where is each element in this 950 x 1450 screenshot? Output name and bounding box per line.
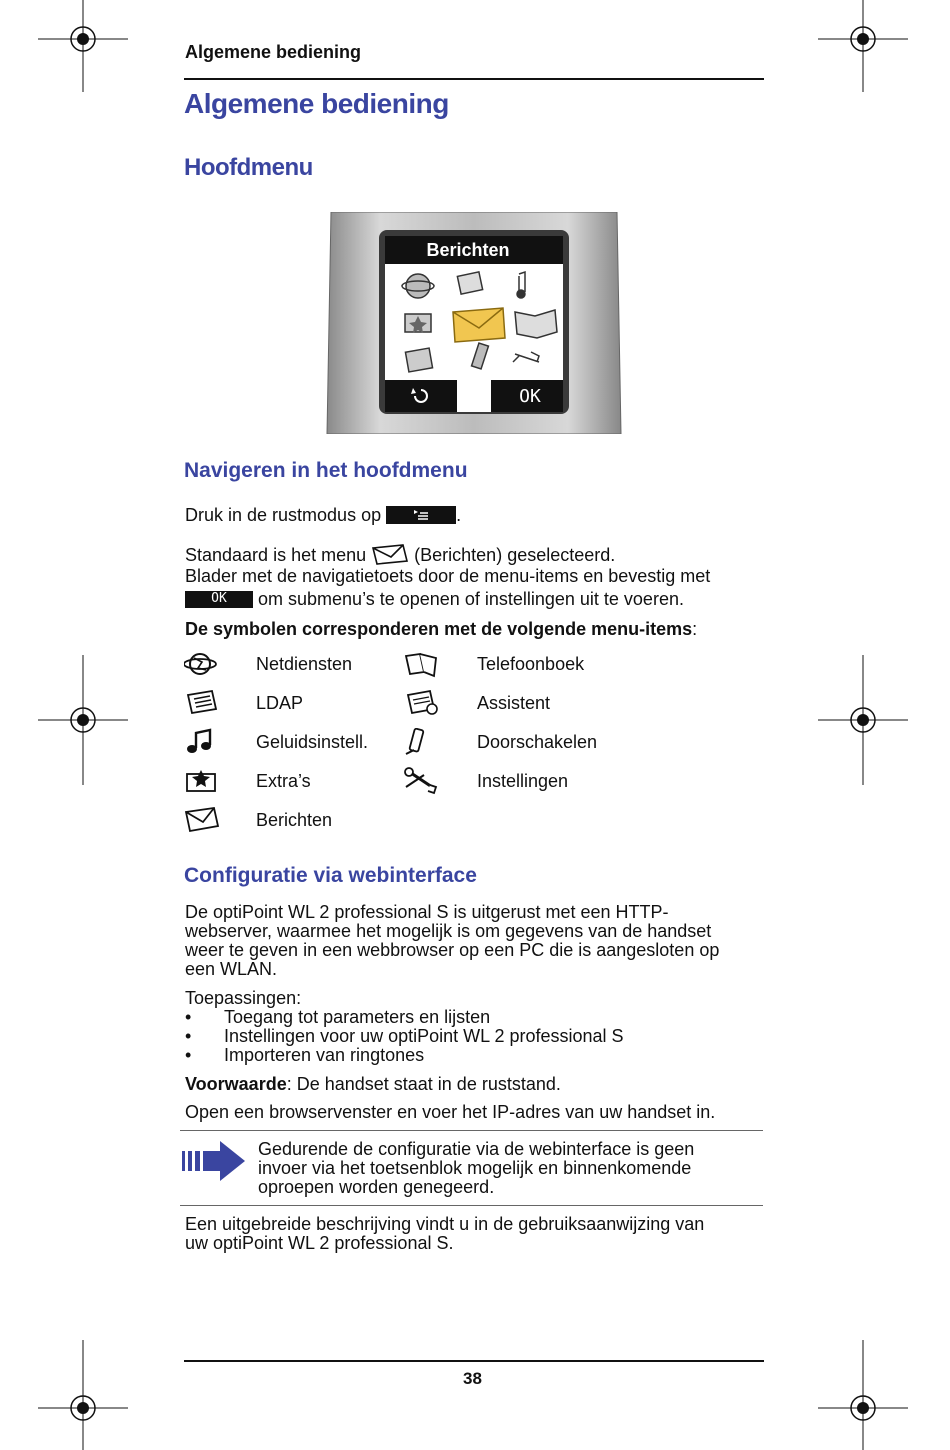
symbols-intro: De symbolen corresponderen met de volgende menu-items: — [185, 619, 698, 639]
nav-line-2: Standaard is het menu (Berichten) geselecteerd. — [185, 545, 616, 565]
note-line-3: oproepen worden genegeerd. — [258, 1177, 495, 1197]
symbol-label-berichten: Berichten — [256, 810, 333, 830]
symbol-label-doorschakelen: Doorschakelen — [477, 732, 598, 752]
envelope-icon — [184, 806, 220, 834]
symbol-label-assistent: Assistent — [477, 693, 551, 713]
music-note-icon — [184, 728, 220, 756]
phone-ok-softkey: OK — [519, 386, 541, 407]
heading-navigate-main-menu: Navigeren in het hoofdmenu — [184, 459, 468, 482]
registration-mark-mid-left — [38, 655, 128, 785]
final-line-2: uw optiPoint WL 2 professional S. — [185, 1233, 454, 1253]
symbol-label-extras: Extra’s — [256, 771, 311, 791]
nav-line-4: OK om submenu’s te openen of instellingen uit te voeren. — [185, 589, 765, 609]
star-box-icon — [184, 767, 220, 795]
symbol-label-geluidsinstell: Geluidsinstell. — [256, 732, 369, 752]
note-line-2: invoer via het toetsenblok mogelijk en binnenkomende — [258, 1158, 692, 1178]
symbol-label-ldap: LDAP — [256, 693, 304, 713]
note-line-1: Gedurende de configuratie via de webinterface is geen — [258, 1139, 695, 1159]
symbol-label-instellingen: Instellingen — [477, 771, 569, 791]
handset-forward-icon — [404, 728, 440, 756]
registration-mark-top-right — [818, 0, 908, 92]
web-para-line-3: weer te geven in een webbrowser op een PC die is aangesloten op — [185, 940, 720, 960]
web-para-line-4: een WLAN. — [185, 959, 278, 979]
symbol-label-telefoonboek: Telefoonboek — [477, 654, 585, 674]
web-para-line-1: De optiPoint WL 2 professional S is uitgerust met een HTTP- — [185, 902, 669, 922]
nav-line-3: Blader met de navigatietoets door de menu-items en bevestig met — [185, 566, 711, 586]
section-heading-main-menu: Hoofdmenu — [184, 154, 313, 181]
registration-mark-top-left — [38, 0, 128, 92]
heading-web-config: Configuratie via webinterface — [184, 864, 477, 887]
directory-cards-icon — [184, 689, 220, 717]
symbol-label-netdiensten: Netdiensten — [256, 654, 353, 674]
registration-mark-mid-right — [818, 655, 908, 785]
footer-rule — [184, 1360, 764, 1362]
envelope-icon — [371, 543, 409, 565]
globe-network-icon — [184, 650, 220, 678]
note-bottom-rule — [180, 1205, 763, 1206]
calendar-clock-icon — [404, 689, 440, 717]
header-rule — [184, 78, 764, 80]
page-title: Algemene bediening — [184, 88, 449, 119]
phone-screen-title: Berichten — [426, 240, 510, 260]
open-book-icon — [404, 650, 440, 678]
open-browser-line: Open een browservenster en voer het IP-adres van uw handset in. — [185, 1102, 716, 1122]
ok-key: OK — [185, 591, 253, 608]
nav-line-1: Druk in de rustmodus op . — [185, 505, 462, 525]
condition-line: Voorwaarde: De handset staat in de ruststand. — [185, 1074, 561, 1094]
menu-key-icon — [386, 506, 456, 524]
note-top-rule — [180, 1130, 763, 1131]
registration-mark-bottom-right — [818, 1340, 908, 1450]
web-para-line-2: webserver, waarmee het mogelijk is om gegevens van de handset — [185, 921, 712, 941]
registration-mark-bottom-left — [38, 1340, 128, 1450]
wrench-icon — [404, 767, 440, 795]
running-header: Algemene bediening — [185, 42, 362, 62]
note-arrow-icon — [182, 1139, 246, 1183]
phone-main-menu-illustration — [325, 212, 623, 434]
final-line-1: Een uitgebreide beschrijving vindt u in de gebruiksaanwijzing van — [185, 1214, 705, 1234]
page-number: 38 — [463, 1369, 482, 1388]
applications-label: Toepassingen: — [185, 988, 302, 1008]
